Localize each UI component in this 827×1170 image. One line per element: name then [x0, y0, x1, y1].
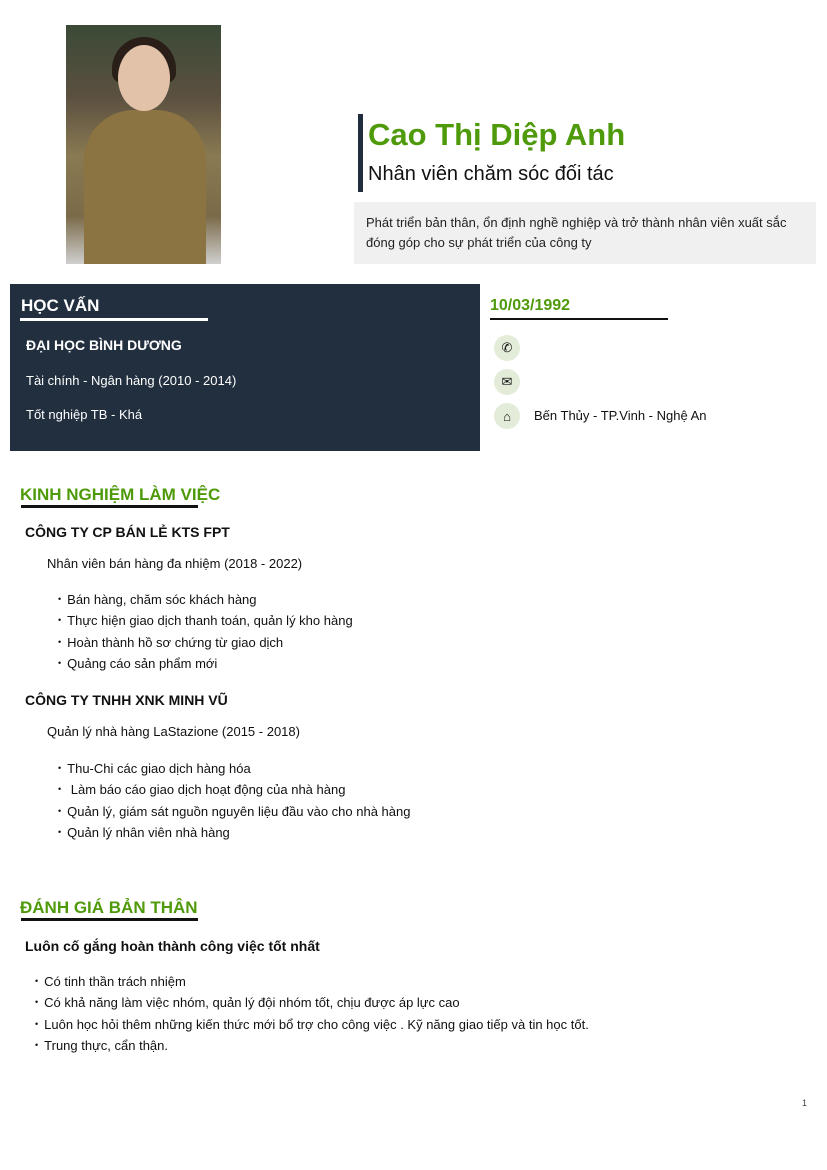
list-item: • Quản lý nhân viên nhà hàng [58, 822, 410, 843]
list-item: • Có khả năng làm việc nhóm, quản lý đội nhóm tốt, chịu được áp lực cao [35, 992, 589, 1013]
list-item: • Bán hàng, chăm sóc khách hàng [58, 589, 353, 610]
education-section [10, 284, 480, 451]
list-item: • Luôn học hỏi thêm những kiến thức mới bổ trợ cho công việc . Kỹ năng giao tiếp và tin học tốt. [35, 1014, 589, 1035]
self-assessment-headline: Luôn cố gắng hoàn thành công việc tốt nhất [25, 938, 320, 954]
page-number: 1 [802, 1098, 808, 1108]
heading-underline [21, 918, 198, 921]
list-item: • Hoàn thành hồ sơ chứng từ giao dịch [58, 632, 353, 653]
task-list [58, 758, 410, 843]
school-name: ĐẠI HỌC BÌNH DƯƠNG [26, 337, 182, 353]
education-heading: HỌC VẤN [21, 296, 100, 315]
grade: Tốt nghiệp TB - Khá [26, 407, 143, 422]
experience-heading: KINH NGHIỆM LÀM VIỆC [20, 485, 221, 504]
job-role: Quản lý nhà hàng LaStazione (2015 - 2018) [47, 724, 300, 739]
list-item: • Trung thực, cẩn thận. [35, 1035, 589, 1056]
self-assessment-heading: ĐÁNH GIÁ BẢN THÂN [20, 898, 198, 917]
major: Tài chính - Ngân hàng (2010 - 2014) [26, 373, 237, 388]
list-item: • Thực hiện giao dịch thanh toán, quản lý kho hàng [58, 610, 353, 631]
email-icon: ✉ [494, 369, 520, 395]
dob-underline [490, 318, 668, 320]
list-item: • Thu-Chi các giao dịch hàng hóa [58, 758, 410, 779]
phone-icon: ✆ [494, 335, 520, 361]
list-item: • Quảng cáo sản phẩm mới [58, 653, 353, 674]
list-item: • Làm báo cáo giao dịch hoạt động của nhà hàng [58, 779, 410, 800]
job-title: Nhân viên chăm sóc đối tác [368, 163, 614, 185]
list-item: • Quản lý, giám sát nguồn nguyên liệu đầu vào cho nhà hàng [58, 801, 410, 822]
career-objective: Phát triển bản thân, ổn định nghề nghiệp và trở thành nhân viên xuất sắc đóng góp cho sự phát triển của công ty [354, 202, 816, 264]
task-list [58, 589, 353, 674]
heading-underline [20, 318, 208, 321]
company-name: CÔNG TY CP BÁN LẺ KTS FPT [25, 524, 230, 540]
date-of-birth: 10/03/1992 [490, 297, 571, 314]
address: Bến Thủy - TP.Vinh - Nghệ An [534, 408, 707, 423]
profile-photo [66, 25, 221, 264]
job-role: Nhân viên bán hàng đa nhiệm (2018 - 2022) [47, 556, 303, 571]
self-assessment-list [35, 971, 589, 1056]
home-icon: ⌂ [494, 403, 520, 429]
list-item: • Có tinh thần trách nhiệm [35, 971, 589, 992]
candidate-name: Cao Thị Diệp Anh [368, 117, 626, 152]
company-name: CÔNG TY TNHH XNK MINH VŨ [25, 692, 228, 708]
name-accent-bar [358, 114, 363, 192]
heading-underline [21, 505, 198, 508]
